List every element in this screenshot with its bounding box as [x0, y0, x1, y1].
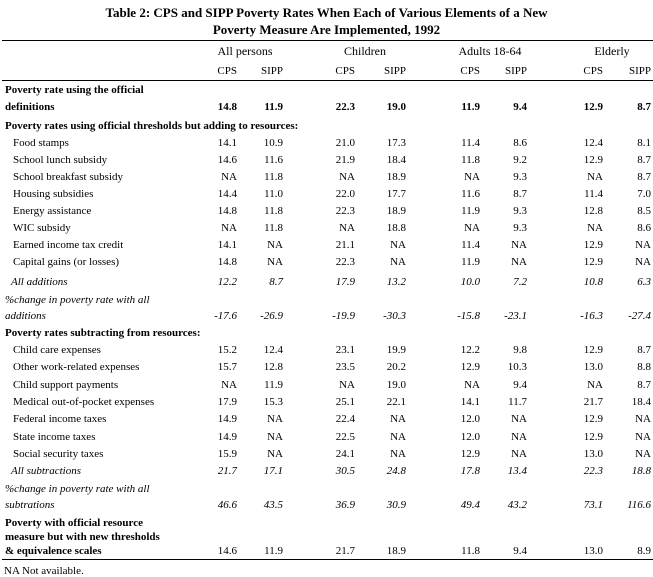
- value-cell: 12.9: [583, 256, 603, 268]
- value-cell: 11.9: [264, 101, 283, 113]
- value-cell: 43.2: [507, 499, 527, 511]
- value-cell: 18.8: [386, 222, 406, 234]
- value-cell: 11.7: [508, 395, 527, 408]
- value-cell: 15.7: [217, 361, 237, 374]
- value-cell: NA: [390, 430, 406, 443]
- row-label: School breakfast subsidy: [13, 171, 123, 183]
- value-cell: NA: [390, 447, 406, 460]
- value-cell: -17.6: [214, 310, 237, 322]
- value-cell: NA: [390, 239, 406, 251]
- value-cell: NA: [339, 171, 355, 183]
- value-cell: NA: [464, 171, 480, 183]
- value-cell: -16.3: [580, 310, 603, 322]
- row-label: WIC subsidy: [13, 222, 71, 234]
- value-cell: 22.3: [335, 256, 355, 268]
- value-cell: 12.9: [583, 430, 603, 443]
- value-cell: 8.7: [269, 276, 283, 288]
- value-cell: 8.8: [637, 361, 651, 374]
- value-cell: NA: [464, 378, 480, 391]
- value-cell: 9.4: [513, 101, 527, 113]
- table-title: [0, 4, 653, 38]
- row-label: additions: [5, 310, 46, 322]
- value-cell: 15.9: [217, 447, 237, 460]
- value-cell: NA: [511, 239, 527, 251]
- value-cell: 17.8: [460, 465, 480, 477]
- title-line-1: Table 2: CPS and SIPP Poverty Rates When Each of Various Elements of a New: [105, 5, 548, 20]
- value-cell: 18.9: [386, 545, 406, 557]
- column-group-header: Children: [344, 44, 386, 58]
- value-cell: 8.6: [513, 137, 527, 149]
- value-cell: 18.4: [386, 154, 406, 166]
- value-cell: 22.0: [335, 188, 355, 200]
- value-cell: NA: [221, 378, 237, 391]
- value-cell: NA: [587, 378, 603, 391]
- value-cell: 8.7: [637, 171, 651, 183]
- value-cell: 21.1: [335, 239, 355, 251]
- value-cell: 8.1: [637, 137, 651, 149]
- value-cell: 10.9: [263, 137, 283, 149]
- column-subheader: SIPP: [504, 65, 527, 77]
- value-cell: 13.4: [507, 465, 527, 477]
- value-cell: 12.9: [583, 413, 603, 426]
- value-cell: 22.1: [386, 395, 406, 408]
- row-label: %change in poverty rate with all: [5, 294, 150, 306]
- value-cell: 17.9: [217, 395, 237, 408]
- row-label: Poverty with official resource: [5, 517, 143, 529]
- value-cell: 8.5: [637, 205, 651, 217]
- value-cell: 12.9: [583, 344, 603, 356]
- value-cell: NA: [511, 430, 527, 443]
- value-cell: 8.9: [637, 545, 651, 557]
- value-cell: 11.9: [264, 378, 283, 391]
- value-cell: 21.7: [335, 545, 355, 557]
- value-cell: NA: [221, 171, 237, 183]
- value-cell: 116.6: [627, 499, 651, 511]
- value-cell: 9.3: [513, 171, 527, 183]
- column-group-header: Elderly: [594, 44, 630, 58]
- row-label: Medical out-of-pocket expenses: [13, 395, 155, 408]
- row-label: Food stamps: [13, 137, 69, 149]
- header-rule: [2, 80, 653, 81]
- value-cell: 25.1: [335, 395, 355, 408]
- value-cell: 12.9: [583, 154, 603, 166]
- value-cell: 13.0: [583, 447, 603, 460]
- value-cell: 12.0: [460, 430, 480, 443]
- value-cell: 19.0: [386, 378, 406, 391]
- value-cell: 18.4: [631, 395, 651, 408]
- row-label: Housing subsidies: [13, 188, 94, 200]
- value-cell: 14.1: [217, 137, 237, 149]
- value-cell: 20.2: [386, 361, 406, 374]
- footnote: NA Not available.: [4, 565, 84, 577]
- value-cell: NA: [464, 222, 480, 234]
- value-cell: NA: [635, 447, 651, 460]
- value-cell: 8.7: [637, 344, 651, 356]
- value-cell: NA: [221, 222, 237, 234]
- value-cell: 13.0: [583, 361, 603, 374]
- value-cell: 23.5: [335, 361, 355, 374]
- title-line-2: Poverty Measure Are Implemented, 1992: [212, 22, 441, 37]
- row-label: All additions: [11, 276, 68, 288]
- column-subheader: SIPP: [383, 65, 406, 77]
- value-cell: 17.1: [263, 465, 283, 477]
- column-subheader: SIPP: [260, 65, 283, 77]
- row-label: %change in poverty rate with all: [5, 483, 150, 495]
- row-label: & equivalence scales: [5, 545, 102, 557]
- row-label: Federal income taxes: [13, 413, 107, 426]
- value-cell: 23.1: [335, 344, 355, 356]
- value-cell: 11.4: [584, 188, 603, 200]
- column-group-header: Adults 18-64: [458, 44, 522, 58]
- value-cell: -15.8: [457, 310, 480, 322]
- row-label: State income taxes: [13, 430, 96, 443]
- value-cell: 18.8: [631, 465, 651, 477]
- row-label: Energy assistance: [13, 205, 92, 217]
- value-cell: NA: [390, 413, 406, 426]
- column-subheader: SIPP: [628, 65, 651, 77]
- value-cell: 12.9: [460, 361, 480, 374]
- value-cell: 36.9: [335, 499, 355, 511]
- column-subheader: CPS: [217, 65, 237, 77]
- value-cell: 14.9: [217, 430, 237, 443]
- value-cell: 12.9: [583, 101, 603, 113]
- row-label: definitions: [5, 101, 55, 113]
- column-subheader: CPS: [460, 65, 480, 77]
- value-cell: 10.3: [507, 361, 527, 374]
- value-cell: 14.8: [217, 101, 237, 113]
- row-label: Child care expenses: [13, 344, 101, 356]
- row-label: Social security taxes: [13, 447, 104, 460]
- row-label: Earned income tax credit: [13, 239, 124, 251]
- value-cell: 7.0: [637, 188, 651, 200]
- value-cell: 8.6: [637, 222, 651, 234]
- value-cell: 11.8: [461, 545, 480, 557]
- value-cell: 43.5: [263, 499, 283, 511]
- row-label: Child support payments: [13, 378, 119, 391]
- value-cell: 10.8: [583, 276, 603, 288]
- value-cell: 14.6: [217, 154, 237, 166]
- value-cell: NA: [267, 256, 283, 268]
- value-cell: 11.8: [264, 171, 283, 183]
- value-cell: 12.0: [460, 413, 480, 426]
- value-cell: 8.7: [637, 101, 651, 113]
- value-cell: NA: [635, 256, 651, 268]
- value-cell: NA: [587, 222, 603, 234]
- row-label: School lunch subsidy: [13, 154, 108, 166]
- value-cell: 9.3: [513, 205, 527, 217]
- value-cell: 22.3: [583, 465, 603, 477]
- value-cell: 49.4: [460, 499, 480, 511]
- value-cell: 18.9: [386, 205, 406, 217]
- value-cell: 11.6: [461, 188, 480, 200]
- value-cell: 12.9: [460, 447, 480, 460]
- value-cell: 14.6: [217, 545, 237, 557]
- value-cell: NA: [635, 430, 651, 443]
- value-cell: -30.3: [383, 310, 406, 322]
- value-cell: 30.5: [335, 465, 355, 477]
- value-cell: 14.1: [460, 395, 480, 408]
- value-cell: 14.8: [217, 205, 237, 217]
- row-label: Poverty rate using the official: [5, 84, 144, 96]
- value-cell: 12.8: [583, 205, 603, 217]
- value-cell: 12.8: [263, 361, 283, 374]
- value-cell: NA: [267, 239, 283, 251]
- value-cell: 9.2: [513, 154, 527, 166]
- value-cell: NA: [511, 256, 527, 268]
- value-cell: 21.9: [335, 154, 355, 166]
- value-cell: -19.9: [332, 310, 355, 322]
- value-cell: 9.8: [513, 344, 527, 356]
- top-rule: [2, 40, 653, 41]
- value-cell: 9.3: [513, 222, 527, 234]
- value-cell: 9.4: [513, 378, 527, 391]
- value-cell: 8.7: [637, 154, 651, 166]
- row-label: measure but with new thresholds: [5, 531, 160, 543]
- value-cell: NA: [511, 413, 527, 426]
- value-cell: 11.8: [461, 154, 480, 166]
- value-cell: 11.0: [264, 188, 283, 200]
- value-cell: 14.8: [217, 256, 237, 268]
- value-cell: 11.9: [461, 101, 480, 113]
- value-cell: NA: [635, 413, 651, 426]
- value-cell: 11.9: [461, 205, 480, 217]
- value-cell: 7.2: [513, 276, 527, 288]
- value-cell: 14.1: [217, 239, 237, 251]
- value-cell: NA: [267, 413, 283, 426]
- value-cell: NA: [390, 256, 406, 268]
- value-cell: 15.2: [217, 344, 237, 356]
- row-label: subtrations: [5, 499, 55, 511]
- value-cell: -23.1: [504, 310, 527, 322]
- value-cell: 14.9: [217, 413, 237, 426]
- column-subheader: CPS: [583, 65, 603, 77]
- value-cell: 17.9: [335, 276, 355, 288]
- value-cell: 46.6: [217, 499, 237, 511]
- value-cell: -26.9: [260, 310, 283, 322]
- value-cell: 17.3: [386, 137, 406, 149]
- value-cell: 22.3: [335, 205, 355, 217]
- value-cell: 11.9: [264, 545, 283, 557]
- value-cell: 24.8: [386, 465, 406, 477]
- value-cell: 22.4: [335, 413, 355, 426]
- value-cell: NA: [267, 430, 283, 443]
- value-cell: 19.0: [386, 101, 406, 113]
- value-cell: 30.9: [386, 499, 406, 511]
- value-cell: NA: [587, 171, 603, 183]
- value-cell: 8.7: [637, 378, 651, 391]
- value-cell: 12.9: [583, 239, 603, 251]
- value-cell: 11.6: [264, 154, 283, 166]
- value-cell: 10.0: [460, 276, 480, 288]
- value-cell: 21.7: [217, 465, 237, 477]
- value-cell: 13.2: [386, 276, 406, 288]
- value-cell: 12.4: [263, 344, 283, 356]
- column-subheader: CPS: [335, 65, 355, 77]
- value-cell: 12.2: [460, 344, 480, 356]
- value-cell: 21.0: [335, 137, 355, 149]
- value-cell: NA: [339, 378, 355, 391]
- value-cell: 14.4: [217, 188, 237, 200]
- row-label: Capital gains (or losses): [13, 256, 120, 268]
- value-cell: 8.7: [513, 188, 527, 200]
- value-cell: 11.8: [264, 222, 283, 234]
- value-cell: 11.9: [461, 256, 480, 268]
- value-cell: 24.1: [335, 447, 355, 460]
- bottom-rule: [2, 559, 653, 560]
- column-group-header: All persons: [217, 44, 273, 58]
- value-cell: 21.7: [583, 395, 603, 408]
- value-cell: 18.9: [386, 171, 406, 183]
- value-cell: -27.4: [628, 310, 651, 322]
- value-cell: 19.9: [386, 344, 406, 356]
- value-cell: 73.1: [583, 499, 603, 511]
- value-cell: 12.2: [217, 276, 237, 288]
- value-cell: 11.4: [461, 137, 480, 149]
- value-cell: 15.3: [263, 395, 283, 408]
- value-cell: 22.5: [335, 430, 355, 443]
- value-cell: 17.7: [386, 188, 406, 200]
- value-cell: NA: [511, 447, 527, 460]
- value-cell: 11.8: [264, 205, 283, 217]
- value-cell: 11.4: [461, 239, 480, 251]
- value-cell: 6.3: [637, 276, 651, 288]
- section-heading: Poverty rates subtracting from resources:: [5, 327, 201, 339]
- value-cell: NA: [635, 239, 651, 251]
- value-cell: 22.3: [335, 101, 355, 113]
- value-cell: 12.4: [583, 137, 603, 149]
- row-label: Other work-related expenses: [13, 361, 140, 374]
- value-cell: 9.4: [513, 545, 527, 557]
- row-label: All subtractions: [11, 465, 81, 477]
- section-heading: Poverty rates using official thresholds but adding to resources:: [5, 120, 299, 132]
- value-cell: NA: [267, 447, 283, 460]
- value-cell: 13.0: [583, 545, 603, 557]
- value-cell: NA: [339, 222, 355, 234]
